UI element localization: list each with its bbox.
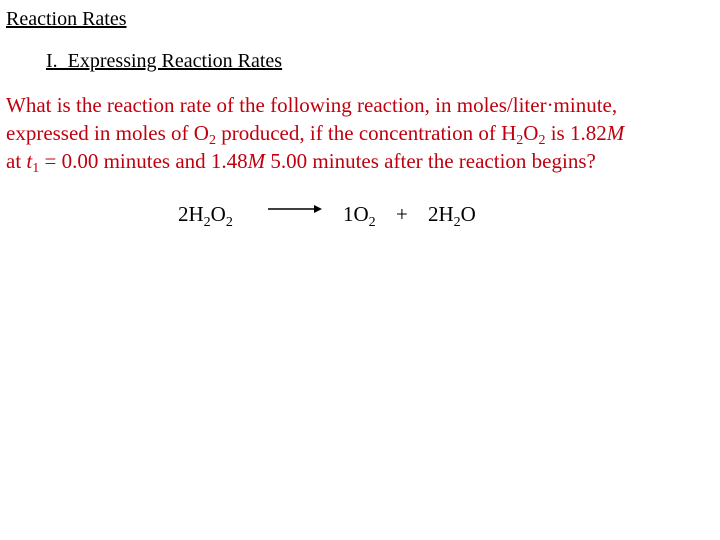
question-line-1-text: What is the reaction rate of the following reaction, in moles/liter·minute,: [6, 93, 618, 117]
equation-product-1: [343, 200, 376, 228]
subscript: 2: [368, 215, 376, 230]
equation-reactant: [178, 200, 233, 228]
question-text-segment: O: [523, 121, 539, 145]
equation-plus: +: [396, 202, 408, 226]
question-line-3: [6, 147, 718, 175]
question-line-2: [6, 119, 718, 147]
question-line-1: [6, 91, 718, 119]
subscript: 2: [516, 133, 524, 148]
equation-product-2: [428, 200, 476, 228]
subscript: 2: [453, 215, 461, 230]
molarity-symbol: M: [247, 149, 266, 173]
question-text-segment: at: [6, 149, 27, 173]
subscript: 2: [538, 133, 546, 148]
question-text-segment: produced, if the concentration of H: [215, 121, 517, 145]
question-text-segment: expressed in moles of O: [6, 121, 209, 145]
slide-subtitle: I. Expressing Reaction Rates: [46, 50, 283, 72]
molarity-symbol: M: [606, 121, 625, 145]
slide-title: Reaction Rates: [6, 8, 127, 30]
reactant-oxygen: O: [210, 202, 226, 226]
product-2-coefficient: 2H: [428, 202, 454, 226]
product-1-coefficient: 1O: [343, 202, 369, 226]
product-2-oxygen: O: [460, 202, 476, 226]
question-text: [6, 91, 718, 175]
subscript: 2: [208, 133, 216, 148]
reaction-arrow-icon: [268, 203, 322, 215]
time-variable: t: [26, 149, 33, 173]
subscript: 2: [203, 215, 211, 230]
question-text-segment: 5.00 minutes after the reaction begins?: [265, 149, 596, 173]
subscript: 1: [32, 161, 40, 176]
subscript: 2: [225, 215, 233, 230]
reactant-coefficient: 2H: [178, 202, 204, 226]
question-text-segment: = 0.00 minutes and 1.48: [39, 149, 248, 173]
question-text-segment: is 1.82: [545, 121, 607, 145]
